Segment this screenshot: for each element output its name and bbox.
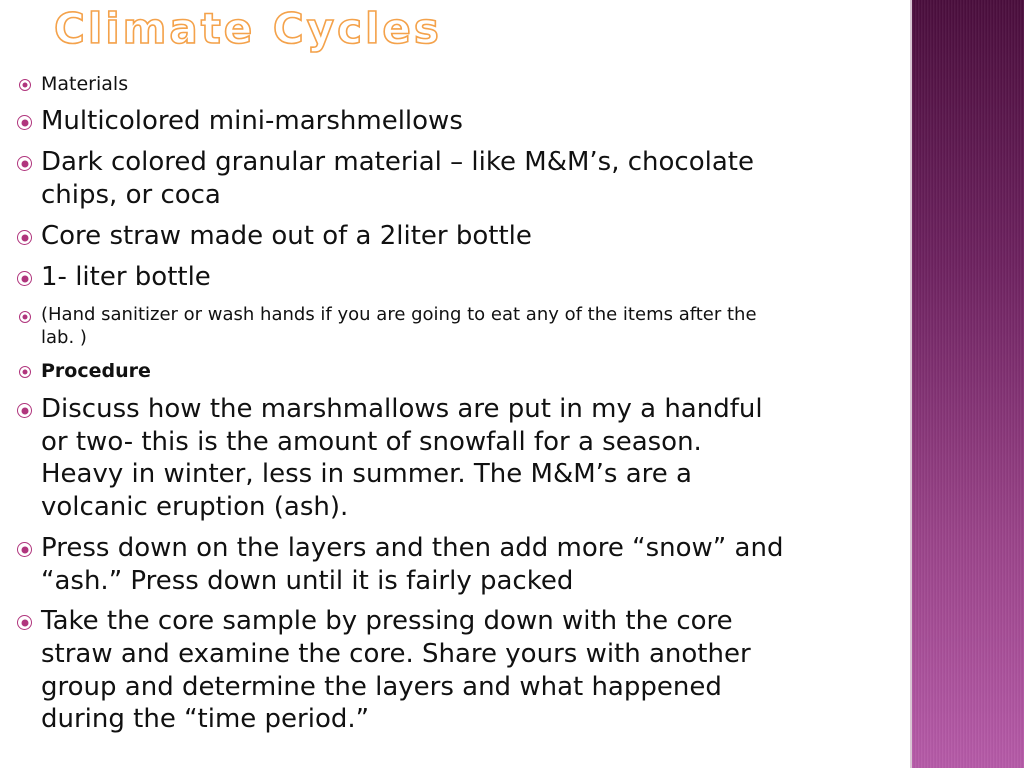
bullet-text-line-2: lab. )	[41, 327, 87, 348]
bullet-icon	[19, 311, 31, 323]
bullet-text-line-3: Heavy in winter, less in summer. The M&M’s are a	[41, 459, 692, 489]
bullet-icon	[17, 230, 32, 245]
bullet-icon	[17, 156, 32, 171]
bullet-text-line-2: or two- this is the amount of snowfall for a season.	[41, 427, 702, 457]
bullet-text-line-2: chips, or coca	[41, 180, 221, 210]
bullet-icon	[19, 79, 31, 91]
bullet-text-line-4: during the “time period.”	[41, 704, 370, 734]
bullet-text-line-1: (Hand sanitizer or wash hands if you are going to eat any of the items after the	[41, 304, 757, 325]
slide-title: Climate Cycles	[54, 4, 442, 53]
bullet-icon	[19, 366, 31, 378]
bullet-text: Core straw made out of a 2liter bottle	[41, 221, 532, 251]
bullet-text: Procedure	[41, 360, 151, 382]
bullet-text-line-1: Dark colored granular material – like M&M’s, chocolate	[41, 147, 754, 177]
bullet-icon	[17, 403, 32, 418]
bullet-text-line-1: Discuss how the marshmallows are put in my a handful	[41, 394, 763, 424]
decorative-side-bar	[912, 0, 1024, 768]
bullet-text-line-1: Take the core sample by pressing down with the core	[41, 606, 733, 636]
bullet-text-line-3: group and determine the layers and what happened	[41, 672, 722, 702]
bullet-icon	[17, 271, 32, 286]
bullet-icon	[17, 542, 32, 557]
bullet-text-line-2: “ash.” Press down until it is fairly packed	[41, 566, 574, 596]
bullet-icon	[17, 615, 32, 630]
bullet-text: Materials	[41, 73, 129, 95]
bullet-text-line-4: volcanic eruption (ash).	[41, 492, 349, 522]
bullet-text: 1- liter bottle	[41, 262, 211, 292]
bullet-text-line-2: straw and examine the core. Share yours with another	[41, 639, 751, 669]
bullet-icon	[17, 115, 32, 130]
bullet-text: Multicolored mini-marshmellows	[41, 106, 463, 136]
bullet-text-line-1: Press down on the layers and then add more “snow” and	[41, 533, 784, 563]
